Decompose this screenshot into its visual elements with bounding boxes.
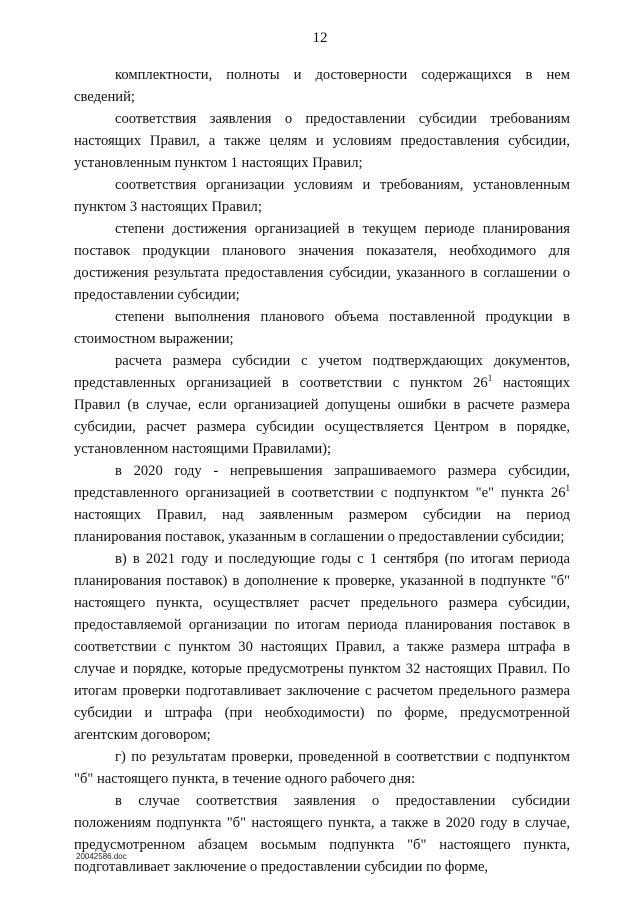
paragraph — [74, 460, 570, 548]
page-number: 12 — [312, 30, 328, 46]
paragraph — [74, 350, 570, 460]
paragraph: степени выполнения планового объема поставленной продукции в стоимостном выражении; — [74, 309, 570, 347]
paragraph: г) по результатам проверки, проведенной в соответствии с подпунктом "б" настоящего пункта, в течение одного рабочего дня: — [74, 749, 570, 787]
superscript: 1 — [487, 373, 493, 384]
paragraph: в) в 2021 году и последующие годы с 1 сентября (по итогам периода планирования поставок) в дополнение к проверке, указанной в подпункте "б" настоящего пункта, осуществляет расчет предельного размера субсидии, предоставляемой организации по итогам периода планирования поставок в соответствии с пунктом 30 настоящих Правил, а также размера штрафа в случае и порядке, которые предусмотрены пунктом 32 настоящих Правил. По итогам проверки подготавливает заключение с расчетом предельного размера субсидии и штрафа (при необходимости) по форме, предусмотренной агентским договором; — [74, 551, 570, 743]
paragraph: в случае соответствия заявления о предоставлении субсидии положениям подпункта "б" настоящего пункта, а также в 2020 году в случае, предусмотренном абзацем восьмым подпункта "б" настоящего пункта, подготавливает заключение о предоставлении субсидии по форме, — [74, 793, 570, 875]
paragraph-text: настоящих Правил (в случае, если организацией допущены ошибки в расчете размера субсидии, расчет размера субсидии осуществляется Центром в порядке, установленном настоящими Правилами); — [74, 375, 570, 457]
footer-filename: 20042586.doc — [76, 852, 127, 861]
paragraph-text: настоящих Правил, над заявленным размером субсидии на период планирования поставок, указанным в соглашении о предоставлении субсидии; — [74, 507, 570, 545]
superscript: 1 — [565, 483, 570, 494]
paragraph: комплектности, полноты и достоверности содержащихся в нем сведений; — [74, 67, 570, 105]
paragraph: соответствия организации условиям и требованиям, установленным пунктом 3 настоящих Правил; — [74, 177, 570, 215]
document-body — [74, 64, 570, 878]
paragraph: соответствия заявления о предоставлении субсидии требованиям настоящих Правил, а также целям и условиям предоставления субсидии, установленным пунктом 1 настоящих Правил; — [74, 111, 570, 171]
paragraph: степени достижения организацией в текущем периоде планирования поставок продукции планового значения показателя, необходимого для достижения результата предоставления субсидии, указанного в соглашении о предоставлении субсидии; — [74, 221, 570, 303]
paragraph-text: в 2020 году - непревышения запрашиваемого размера субсидии, представленного организацией в соответствии с подпунктом "е" пункта 26 — [74, 463, 570, 501]
paragraph-text: расчета размера субсидии с учетом подтверждающих документов, представленных организацией в соответствии с пунктом 26 — [74, 353, 570, 391]
